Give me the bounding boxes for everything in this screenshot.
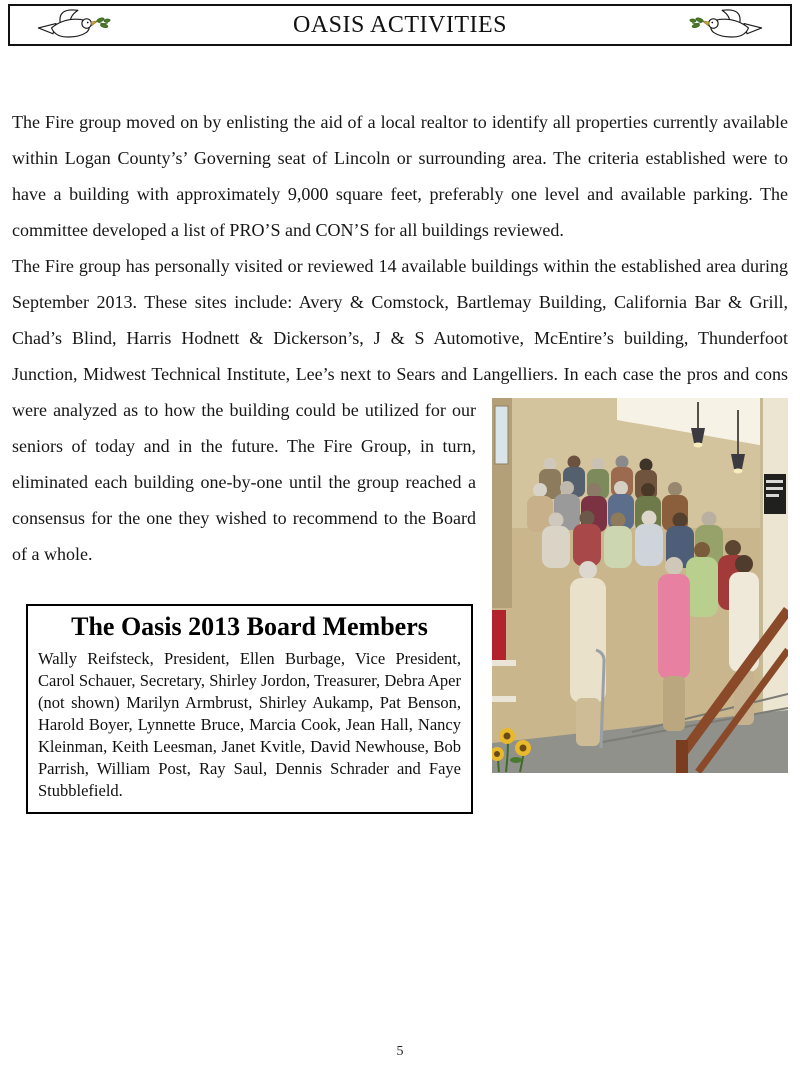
paragraph-2-text-a: The Fire group has personally visited or reviewed 14 available buildings within the established area during September 2013. These sites include: Avery & Comstock, Bartlemay Building, California Bar & Grill, Chad’s Blind, Harris Hodnett & Dickerson’s, J & S Automotive, McEntire’s building, Thunderfoot Junction, Midwest Technical Institute, Lee’s next to Sears and Langelliers. In each case the pros and cons were analyzed as to how the building could <box>12 256 788 420</box>
board-members-group-photo <box>492 398 788 773</box>
board-members-text: Wally Reifsteck, President, Ellen Burbage, Vice President, Carol Schauer, Secretary, Shirley Jordon, Treasurer, Debra Aper (not shown) Marilyn Armbrust, Shirley Aukamp, Pat Benson, Harold Boyer, Lynnette Bruce, Marcia Cook, Jean Hall, Nancy Kleinman, Keith Leesman, Janet Kvitle, David Newhouse, Bob Parrish, William Post, Ray Saul, Dennis Schrader and Faye Stubblefield. <box>38 649 461 800</box>
paragraph-2-text-b: be utilized for our seniors of today and in the future. The Fire Group, in turn, eliminated each building one-by-one until the group reached a consensus for the one they wished to recommend to the Board of a whole. <box>12 400 476 564</box>
page-number: 5 <box>396 1044 404 1059</box>
paragraph-2 <box>12 248 788 572</box>
paragraph-1: The Fire group moved on by enlisting the aid of a local realtor to identify all properties currently available within Logan County’s’ Governing seat of Lincoln or surrounding area. The criteria established were to have a building with approximately 9,000 square feet, preferably one level and available parking. The committee developed a list of PRO’S and CON’S for all buildings reviewed. <box>12 112 788 240</box>
page-title: OASIS ACTIVITIES <box>292 11 507 38</box>
dove-right-icon <box>688 6 768 44</box>
dove-left-icon <box>32 6 112 44</box>
page-header <box>8 4 792 46</box>
page-content <box>12 104 788 814</box>
board-members-box <box>26 604 473 814</box>
board-members-title: The Oasis 2013 Board Members <box>71 612 428 641</box>
